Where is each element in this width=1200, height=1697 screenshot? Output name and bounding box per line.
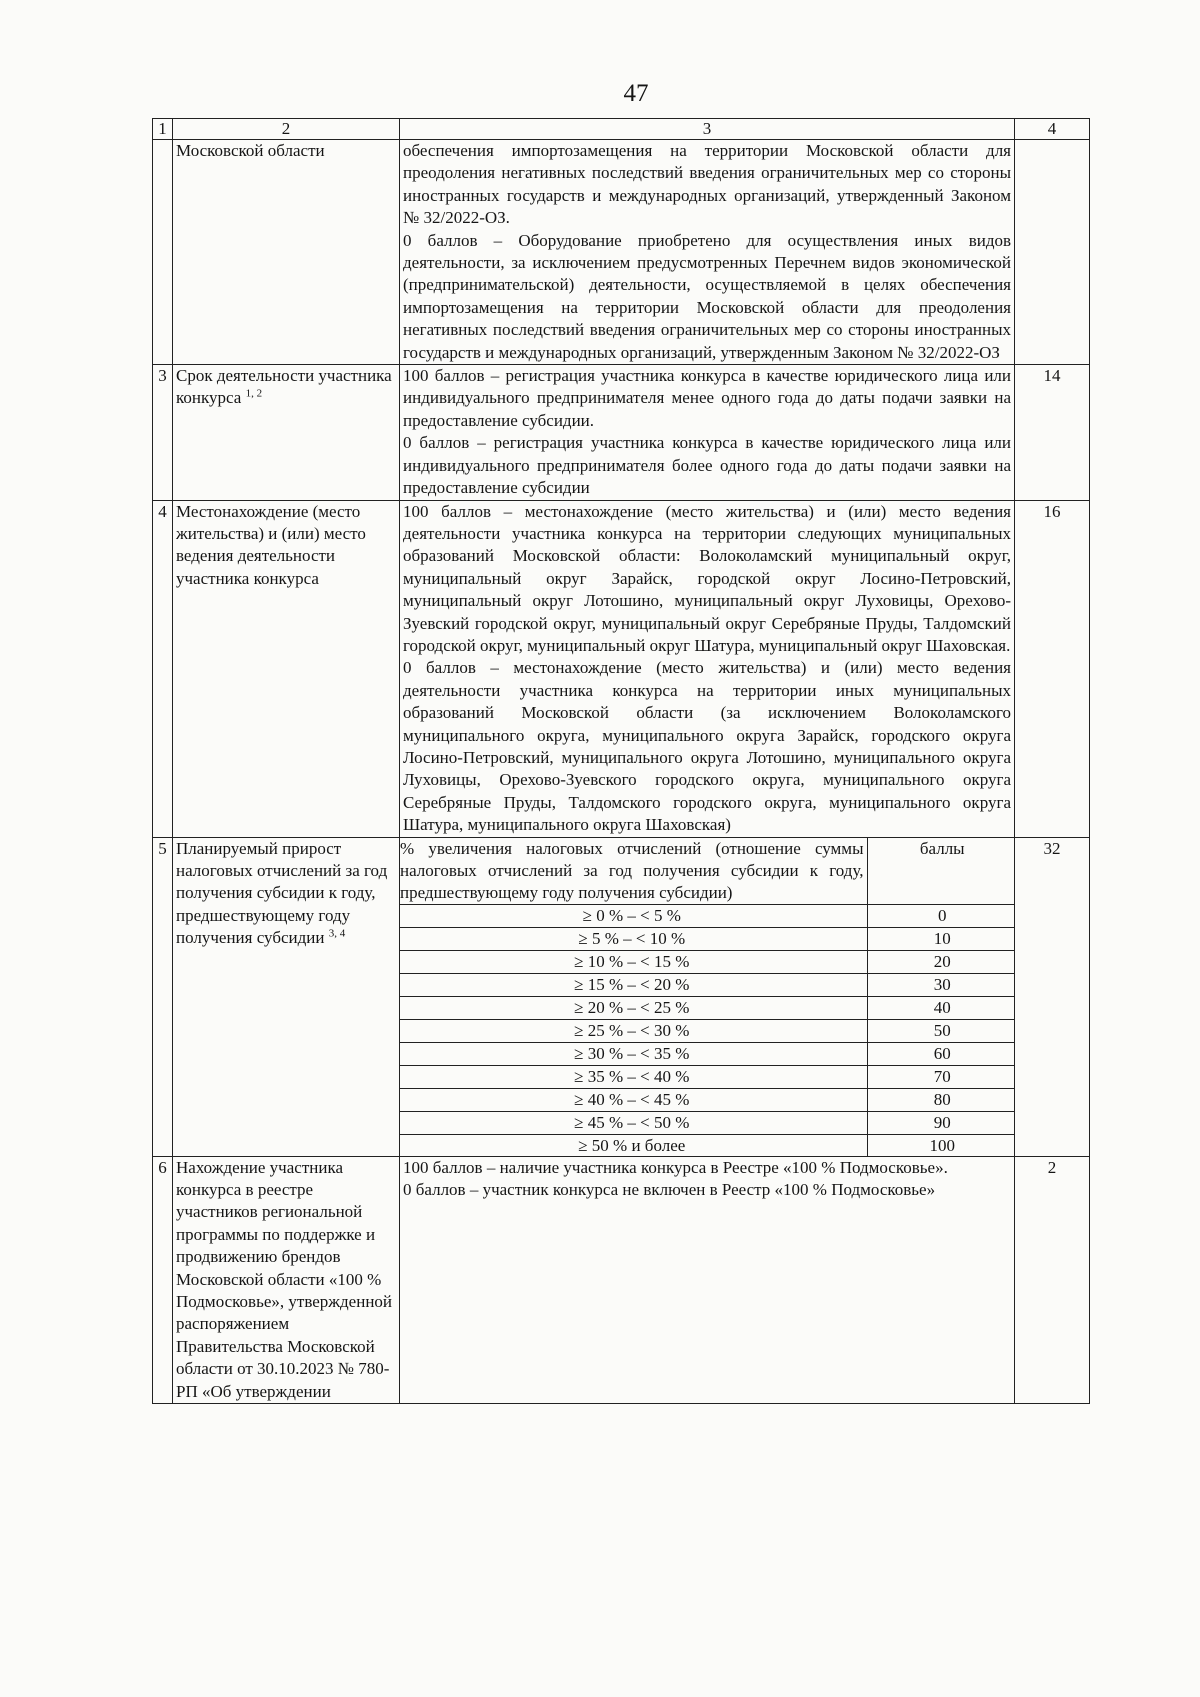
footnote-ref: 3, 4 [328, 927, 346, 940]
criterion-weight [1015, 140, 1090, 365]
header-col-1: 1 [153, 119, 173, 140]
scale-row [400, 1042, 1015, 1065]
scale-row [400, 1111, 1015, 1134]
row-number: 6 [153, 1156, 173, 1403]
description-paragraph: 0 баллов – Оборудование приобретено для осуществления иных видов деятельности, за исключением предусмотренных Перечнем видов экономической (предпринимательской) деятельности, осуществляемой в целях обеспечения импортозамещения на территории Московской области для преодоления негативных последствий введения ограничительных мер со стороны иностранных государств и международных организаций, утвержденным Законом № 32/2022-ОЗ [403, 230, 1011, 362]
scale-range: ≥ 0 % – < 5 % [400, 904, 868, 927]
scale-range: ≥ 40 % – < 45 % [400, 1088, 868, 1111]
scale-row [400, 1065, 1015, 1088]
criterion-weight: 16 [1015, 500, 1090, 837]
table-row [153, 365, 1090, 500]
scoring-scale-cell [400, 837, 1015, 1156]
table-header-row [153, 119, 1090, 140]
scale-points: 40 [867, 996, 1015, 1019]
description-paragraph: 100 баллов – регистрация участника конкурса в качестве юридического лица или индивидуального предпринимателя менее одного года до даты подачи заявки на предоставление субсидии. [403, 366, 1011, 430]
scale-row [400, 950, 1015, 973]
criterion-weight: 32 [1015, 837, 1090, 1156]
scale-row [400, 927, 1015, 950]
criterion-name [173, 837, 400, 1156]
scale-points: 0 [867, 904, 1015, 927]
scale-range: ≥ 25 % – < 30 % [400, 1019, 868, 1042]
criterion-name: Местонахождение (место жительства) и (или) место ведения деятельности участника конкурса [173, 500, 400, 837]
description-paragraph: 0 баллов – регистрация участника конкурса в качестве юридического лица или индивидуального предпринимателя более одного года до даты подачи заявки на предоставление субсидии [403, 433, 1011, 498]
scale-points: 50 [867, 1019, 1015, 1042]
scale-range: ≥ 30 % – < 35 % [400, 1042, 868, 1065]
criterion-description [400, 365, 1015, 500]
scale-row [400, 1088, 1015, 1111]
scale-range: ≥ 20 % – < 25 % [400, 996, 868, 1019]
scale-range: ≥ 15 % – < 20 % [400, 973, 868, 996]
scale-points: 10 [867, 927, 1015, 950]
description-paragraph: обеспечения импортозамещения на территории Московской области для преодоления негативных последствий введения ограничительных мер со стороны иностранных государств и международных организаций, утвержденный Законом № 32/2022-ОЗ. [403, 141, 1011, 228]
description-paragraph: 0 баллов – участник конкурса не включен в Реестр «100 % Подмосковье» [403, 1180, 936, 1199]
header-col-2: 2 [173, 119, 400, 140]
scale-header-points: баллы [867, 838, 1015, 905]
scale-range: ≥ 10 % – < 15 % [400, 950, 868, 973]
scale-header-row [400, 838, 1015, 905]
row-number: 5 [153, 837, 173, 1156]
header-col-3: 3 [400, 119, 1015, 140]
table-row [153, 1156, 1090, 1403]
scale-row [400, 904, 1015, 927]
description-paragraph: 100 баллов – наличие участника конкурса в Реестре «100 % Подмосковье». [403, 1157, 948, 1177]
page-number: 47 [623, 80, 649, 107]
scale-row [400, 996, 1015, 1019]
scale-range: ≥ 50 % и более [400, 1134, 868, 1156]
scale-range: ≥ 35 % – < 40 % [400, 1065, 868, 1088]
criteria-table [152, 118, 1090, 1404]
criterion-name: Московской области [173, 140, 400, 365]
scale-row [400, 1019, 1015, 1042]
scale-row [400, 973, 1015, 996]
description-paragraph: 0 баллов – местонахождение (место жительства) и (или) место ведения деятельности участника конкурса на территории иных муниципальных образований Московской области (за исключением Волоколамского муниципального округа, муниципального округа Зарайск, городского округа Лосино-Петровский, муниципального округа Лотошино, муниципального округа Луховицы, Орехово-Зуевского городского округа, муниципального округа Серебряные Пруды, Талдомского городского округа, муниципального округа Шатура, муниципального округа Шаховская) [403, 658, 1011, 835]
criterion-text: Планируемый прирост налоговых отчислений за год получения субсидии к году, предшествующему году получения субсидии [176, 838, 388, 948]
footnote-ref: 1, 2 [245, 387, 263, 400]
criterion-description [400, 140, 1015, 365]
scale-range: ≥ 5 % – < 10 % [400, 927, 868, 950]
scale-header-percent: % увеличения налоговых отчислений (отношение суммы налоговых отчислений за год получения субсидии к году, предшествующему году получения субсидии) [400, 838, 868, 905]
table-row [153, 837, 1090, 1156]
scale-points: 30 [867, 973, 1015, 996]
description-paragraph: 100 баллов – местонахождение (место жительства) и (или) место ведения деятельности участника конкурса на территории следующих муниципальных образований Московской области: Волоколамский муниципальный округ, муниципальный округ Зарайск, городской округ Лосино-Петровский, муниципальный округ Лотошино, муниципальный округ Луховицы, Орехово-Зуевский городской округ, муниципальный округ Серебряные Пруды, Талдомский городской округ, муниципальный округ Шатура, муниципальный округ Шаховская. [403, 501, 1011, 655]
criterion-description [400, 1156, 1015, 1403]
row-number: 4 [153, 500, 173, 837]
scale-points: 60 [867, 1042, 1015, 1065]
criterion-description [400, 500, 1015, 837]
scale-range: ≥ 45 % – < 50 % [400, 1111, 868, 1134]
criterion-text: Срок деятельности участника конкурса [176, 366, 392, 408]
scale-row [400, 1134, 1015, 1156]
scale-points: 20 [867, 950, 1015, 973]
row-number: 3 [153, 365, 173, 500]
scale-points: 100 [867, 1134, 1015, 1156]
scale-points: 70 [867, 1065, 1015, 1088]
criterion-name: Нахождение участника конкурса в реестре участников региональной программы по поддержке и продвижению брендов Московской области «100 % Подмосковье», утвержденной распоряжением Правительства Московской области от 30.10.2023 № 780-РП «Об утверждении [173, 1156, 400, 1403]
scoring-scale-table [400, 838, 1015, 1157]
criterion-weight: 2 [1015, 1156, 1090, 1403]
scale-points: 90 [867, 1111, 1015, 1134]
criterion-weight: 14 [1015, 365, 1090, 500]
table-row [153, 140, 1090, 365]
row-number [153, 140, 173, 365]
header-col-4: 4 [1015, 119, 1090, 140]
scale-points: 80 [867, 1088, 1015, 1111]
table-row [153, 500, 1090, 837]
criterion-name [173, 365, 400, 500]
